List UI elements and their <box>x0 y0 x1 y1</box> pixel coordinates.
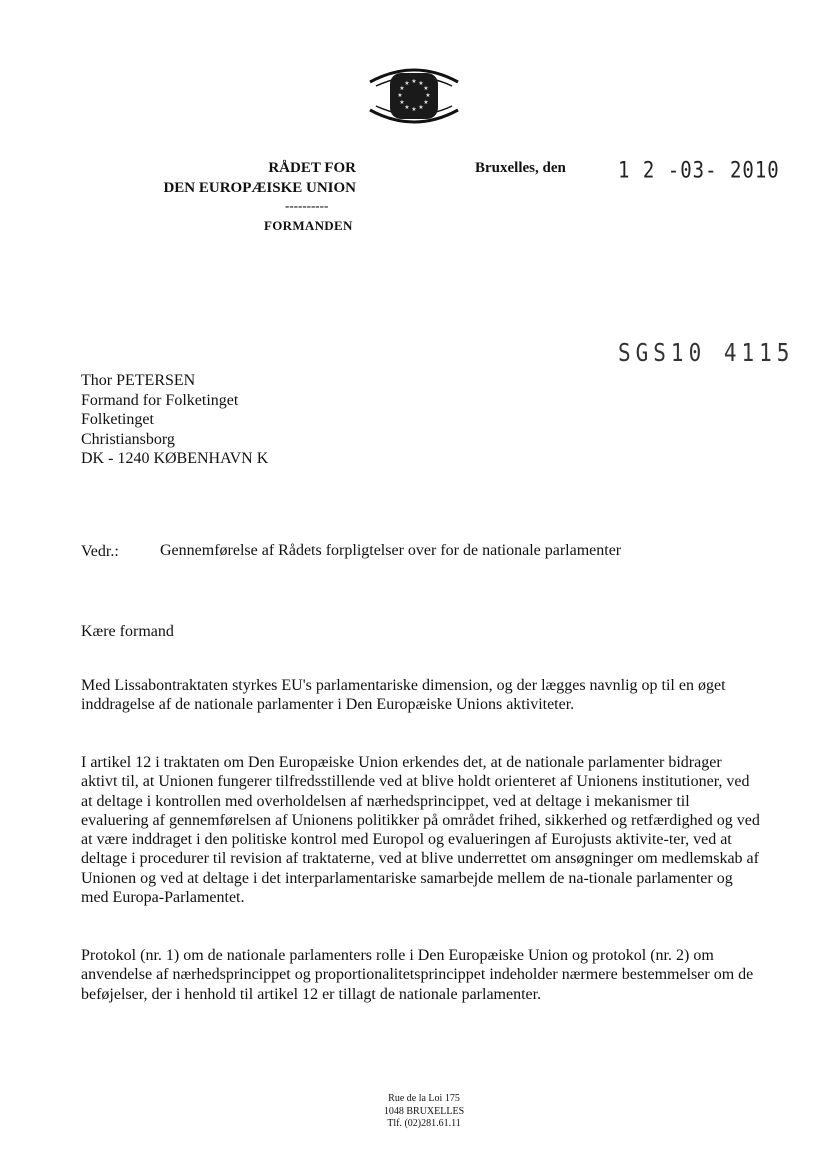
date-stamp: 1 2 -03- 2010 <box>618 158 780 184</box>
svg-text:★: ★ <box>418 104 424 111</box>
svg-text:★: ★ <box>404 80 410 87</box>
svg-text:★: ★ <box>423 85 429 92</box>
subject-label: Vedr.: <box>81 543 119 560</box>
paragraph-1: Med Lissabontraktaten styrkes EU's parlamentariske dimension, og der lægges navnlig op til en øget inddragelse af de nationale parlamenter i Den Europæiske Unions aktiviteter. <box>81 677 726 714</box>
recipient-org: Folketinget <box>81 411 154 428</box>
svg-text:★: ★ <box>418 80 424 87</box>
svg-text:★: ★ <box>411 106 417 113</box>
recipient-name: Thor PETERSEN <box>81 372 196 389</box>
letterhead-separator: ---------- <box>285 198 329 213</box>
paragraph-3: Protokol (nr. 1) om de nationale parlamenters rolle i Den Europæiske Union og protokol (nr. 2) om anvendelse af nærhedsprincippet og proportionalitetsprincippet indeholder nærmere bestemmelser om de beføjelser, der i henhold til artikel 12 er tillagt de nationale parlamenter. <box>81 947 754 1003</box>
recipient-address <box>81 371 268 469</box>
paragraph-2: I artikel 12 i traktaten om Den Europæiske Union erkendes det, at de nationale parlamenter bidrager aktivt til, at Unionen fungerer tilfredsstillende ved at blive holdt orienteret af Unionens institutioner, ved at deltage i kontrollen med overholdelsen af nærhedsprincippet, ved at deltage i mekanismer til evaluering af gennemførelsen af Unionens politikker på området frihed, sikkerhed og retfærdighed og ved at være inddraget i den politiske kontrol med Europol og evalueringen af Eurojusts aktivite-ter, ved at deltage i procedurer til revision af traktaterne, ved at blive underrettet om ansøgninger om medlemskab af Unionen og ved at deltage i det interparlamentariske samarbejde mellem de na-tionale parlamenter og med Europa-Parlamentet. <box>81 754 760 907</box>
svg-text:★: ★ <box>423 99 429 106</box>
svg-text:★: ★ <box>404 104 410 111</box>
place-label: Bruxelles, den <box>475 160 566 176</box>
svg-text:★: ★ <box>399 99 405 106</box>
svg-text:★: ★ <box>397 92 403 99</box>
salutation: Kære formand <box>81 623 174 640</box>
footer-city: 1048 BRUXELLES <box>383 1105 465 1117</box>
recipient-title: Formand for Folketinget <box>81 391 239 409</box>
recipient-building: Christiansborg <box>81 430 175 448</box>
council-name-line1: RÅDET FOR <box>268 160 356 176</box>
reference-number: SGS10 4115 <box>618 338 795 367</box>
council-logo <box>364 64 464 128</box>
council-name-line2: DEN EUROPÆISKE UNION <box>163 180 356 196</box>
subject-text: Gennemførelse af Rådets forpligtelser over for de nationale parlamenter <box>160 542 622 559</box>
footer-street: Rue de la Loi 175 <box>388 1093 460 1104</box>
svg-text:★: ★ <box>411 78 417 85</box>
recipient-city: DK - 1240 KØBENHAVN K <box>81 450 269 467</box>
footer-phone: Tlf. (02)281.61.11 <box>387 1118 461 1129</box>
svg-text:★: ★ <box>425 92 431 99</box>
office-title: FORMANDEN <box>264 218 353 233</box>
footer-address <box>344 1093 504 1131</box>
svg-text:★: ★ <box>399 85 405 92</box>
